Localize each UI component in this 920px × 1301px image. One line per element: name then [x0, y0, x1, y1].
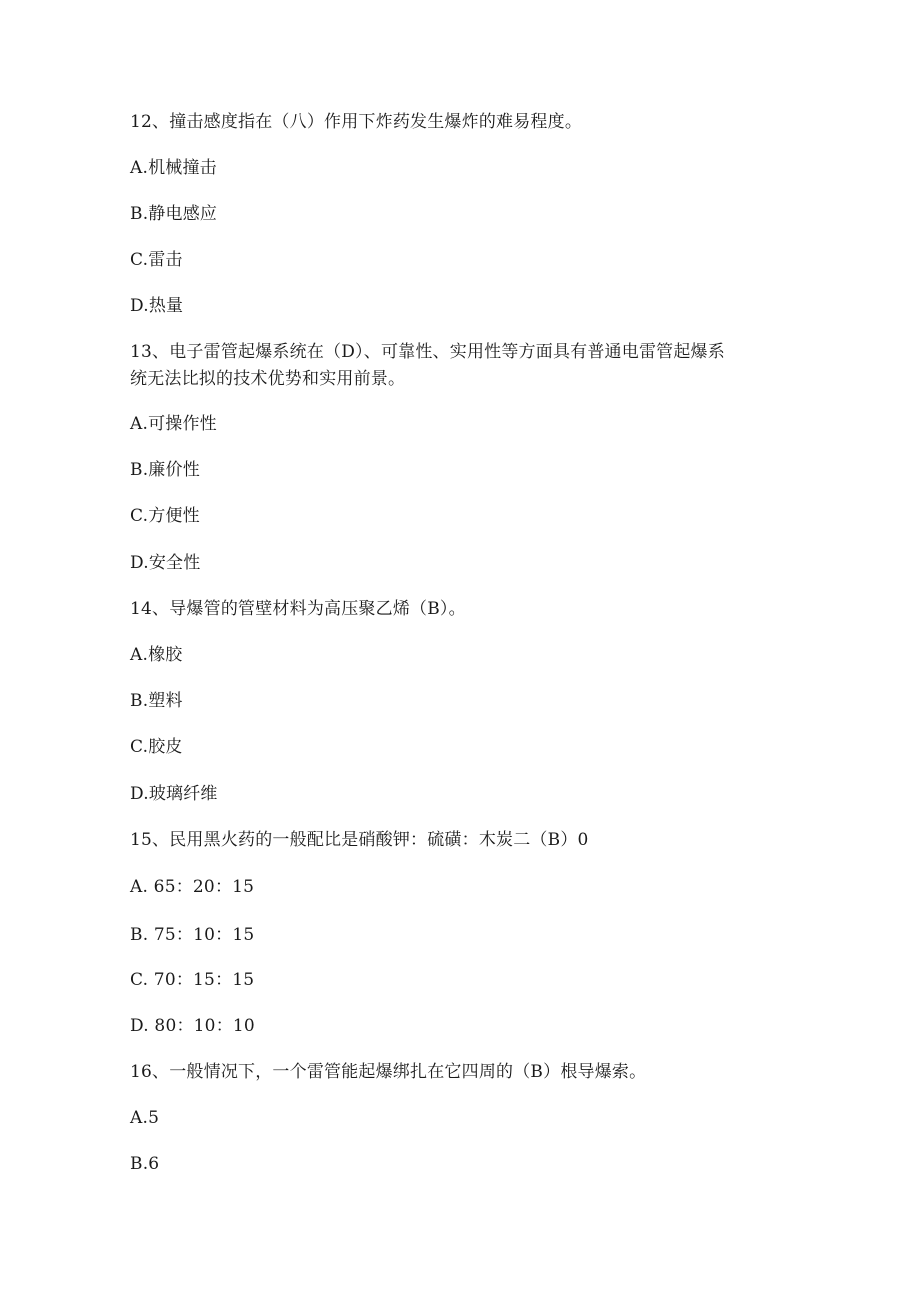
question-16-option-a: A.5 — [130, 1108, 160, 1128]
question-15-option-a: A. 65：20：15 — [130, 877, 255, 897]
question-13-stem-line1: 13、电子雷管起爆系统在（D）、可靠性、实用性等方面具有普通电雷管起爆系 — [130, 342, 725, 362]
question-15-option-d: D. 80：10：10 — [130, 1016, 255, 1036]
question-15-stem: 15、民用黑火药的一般配比是硝酸钾：硫磺：木炭二（B）0 — [130, 830, 589, 850]
question-14-option-d: D.玻璃纤维 — [130, 784, 218, 804]
question-12-option-d: D.热量 — [130, 296, 184, 316]
question-14-option-a: A.橡胶 — [130, 645, 183, 665]
question-12-stem: 12、撞击感度指在（八）作用下炸药发生爆炸的难易程度。 — [130, 112, 583, 132]
question-15-option-c: C. 70：15：15 — [130, 970, 255, 990]
question-14-option-c: C.胶皮 — [130, 737, 183, 757]
question-15-option-b: B. 75：10：15 — [130, 925, 255, 945]
question-12-option-b: B.静电感应 — [130, 204, 218, 224]
question-13-option-b: B.廉价性 — [130, 460, 200, 480]
question-16-stem: 16、一般情况下，一个雷管能起爆绑扎在它四周的（B）根导爆索。 — [130, 1062, 647, 1082]
question-14-option-b: B.塑料 — [130, 691, 183, 711]
question-13-option-c: C.方便性 — [130, 506, 200, 526]
question-14-stem: 14、导爆管的管壁材料为高压聚乙烯（B）。 — [130, 599, 466, 619]
question-12-option-a: A.机械撞击 — [130, 158, 217, 178]
question-13-option-a: A.可操作性 — [130, 414, 217, 434]
question-16-option-b: B.6 — [130, 1154, 160, 1174]
question-13-stem-line2: 统无法比拟的技术优势和实用前景。 — [130, 369, 406, 389]
question-12-option-c: C.雷击 — [130, 250, 183, 270]
question-13-option-d: D.安全性 — [130, 553, 201, 573]
